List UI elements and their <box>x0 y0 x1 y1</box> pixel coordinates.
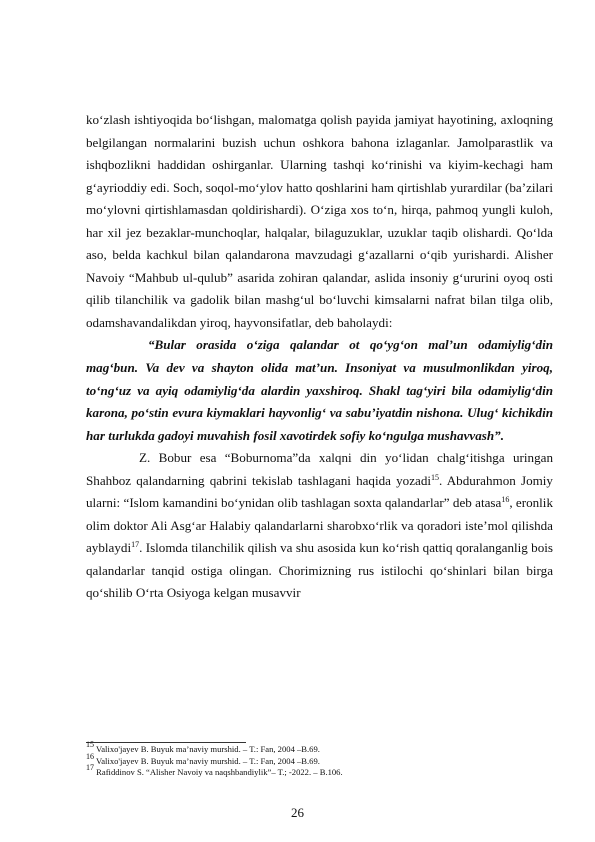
paragraph-2-part-4: . Islomda tilanchilik qilish va shu asosida kun ko‘rish qattiq qoralanganlig bois qalandarlar tanqid ostiga olingan. Chorimizning rus istilochi qo‘shinlari bilan birga qo‘shilib O‘rta Osiyoga kelgan musavvir <box>86 540 553 601</box>
footnote-text: Rafiddinov S. “Alisher Navoiy va naqshbandiylik”– T.; -2022. – B.106. <box>94 767 343 777</box>
paragraph-1: ko‘zlash ishtiyoqida bo‘lishgan, malomatga qolish payida jamiyat hayotining, axloqning belgilangan normalarini buzish uchun oshkora bahona izlaganlar. Jamolparastlik va ishqbozlikni haddidan oshirganlar. Ularning tashqi ko‘rinishi va kiyim-kechagi ham g‘ayrioddiy edi. Soch, soqol-mo‘ylov hatto qoshlarini ham qirtishlab yurardilar (ba’zilari mo‘ylovni qirtishlamasdan qoldirishardi). O‘ziga xos to‘n, hirqa, pahmoq yungli kuloh, har xil jez bezaklar-munchoqlar, halqalar, bilaguzuklar, uzuklar taqib olishardi. Qo‘lda aso, belda kachkul bilan qalandarona mavzudagi g‘azallarni o‘qib yurishardi. Alisher Navoiy “Mahbub ul-qulub” asarida zohiran qalandar, aslida insoniy g‘ururini oyoq osti qilib tilanchilik va gadolik bilan mashg‘ul bo‘luvchi kimsalarni nafrat bilan tilga olib, odamshavandalikdan yiroq, hayvonsifatlar, deb baholaydi: <box>86 112 553 330</box>
footnote-item <box>86 763 556 779</box>
main-text <box>86 109 553 605</box>
footnote-number: 16 <box>86 751 94 761</box>
paragraph-2-part-3: , eronlik olim doktor Ali Asg‘ar Halabiy qalandarlarni sharobxo‘rlik va qoradori iste’mol qilishda ayblaydi <box>86 495 553 556</box>
paragraph-2 <box>86 447 553 605</box>
footnote-number: 15 <box>86 740 94 749</box>
footnote-number: 17 <box>86 763 94 772</box>
footnote-ref-16[interactable]: 16 <box>501 495 510 505</box>
paragraph-2-part-1: Z. Bobur esa “Boburnoma”da xalqni din yo‘lidan chalg‘itishga uringan Shahboz qalandarning qabrini tekislab tashlagani haqida yozadi <box>86 450 553 488</box>
footnote-text: Valixo'jayev B. Buyuk ma’naviy murshid. – T.: Fan, 2004 –B.69. <box>94 744 320 754</box>
footnote-text: Valixo'jayev B. Buyuk ma’naviy murshid. – T.: Fan, 2004 –B.69. <box>94 755 320 766</box>
footnotes <box>86 740 556 779</box>
footnote-separator <box>86 742 246 743</box>
page-number: 26 <box>291 805 304 820</box>
footnote-item <box>86 740 556 756</box>
footnote-ref-15[interactable]: 15 <box>431 472 440 482</box>
footnote-ref-17[interactable]: 17 <box>131 540 140 550</box>
navoiy-quote: “Bular orasida o‘ziga qalandar ot qo‘yg‘on mal’un odamiylig‘din mag‘bun. Va dev va shayton olida mat’un. Insoniyat va musulmonlikdan yiroq, to‘ng‘uz va ayiq odamiylig‘da alardin yaxshiroq. Shakl tag‘yiri bila odamiylig‘din karona, po‘stin evura kiymaklari hayvonlig‘ va sabu’iyatdin nishona. Ulug‘ kichikdin har turlukda gadoyi muvahish fosil xavotirdek sofiy ko‘ngulga mushavvash”. <box>86 337 553 443</box>
paragraph-2-part-2: . Abdurahmon Jomiy ularni: “Islom kamandini bo‘ynidan olib tashlagan soxta qalandarlar” deb atasa <box>86 472 553 511</box>
footnote-item <box>86 751 556 768</box>
